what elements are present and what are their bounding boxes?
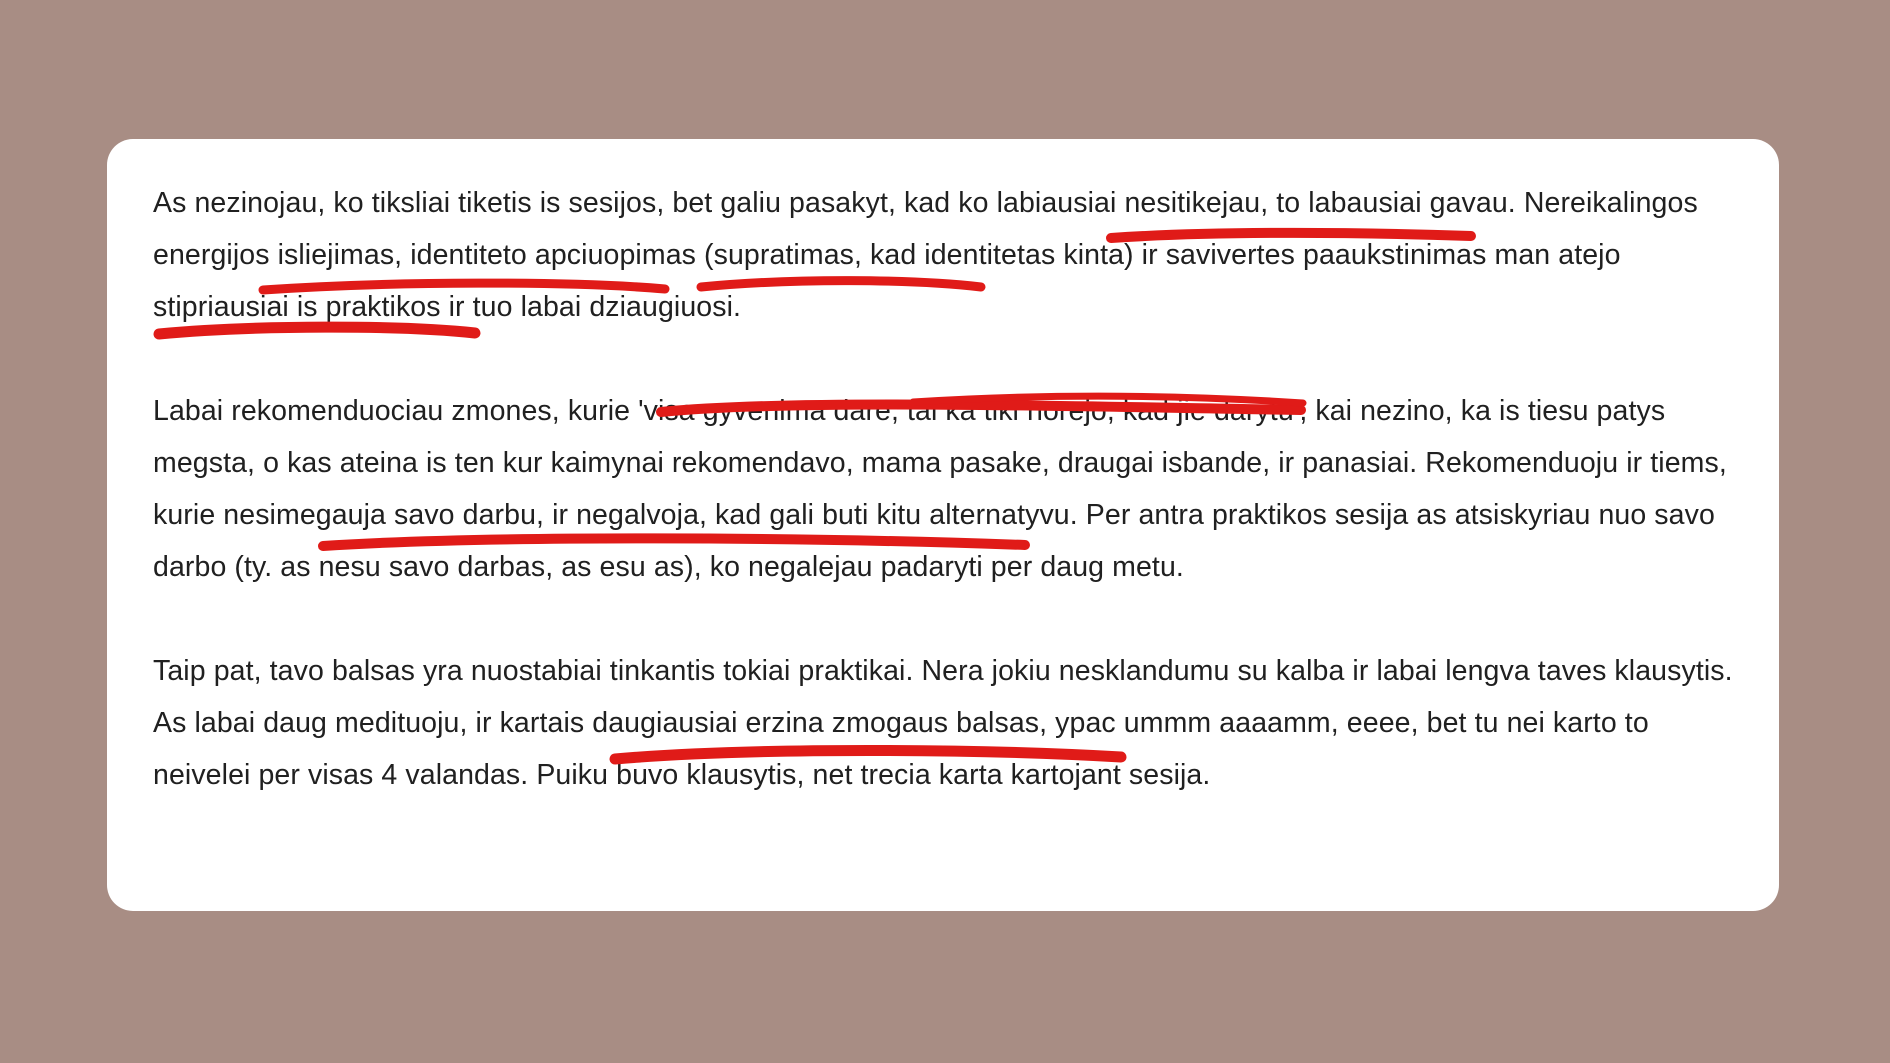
paragraph-1: As nezinojau, ko tiksliai tiketis is sesijos, bet galiu pasakyt, kad ko labiausiai nesitikejau, to labausiai gavau. Nereikalingos energijos isliejimas, identiteto apciuopimas (supratimas, kad identitetas kinta) ir savivertes paaukstinimas man atejo stipriausiai is praktikos ir tuo labai dziaugiuosi.	[153, 187, 1698, 323]
paragraph-3: Taip pat, tavo balsas yra nuostabiai tinkantis tokiai praktikai. Nera jokiu nesklandumu su kalba ir labai lengva taves klausytis. As labai daug medituoju, ir kartais daugiausiai erzina zmogaus balsas, ypac ummm aaaamm, eeee, bet tu nei karto to neivelei per visas 4 valandas. Puiku buvo klausytis, net trecia karta kartojant sesija.	[153, 655, 1733, 791]
paragraph-2: Labai rekomenduociau zmones, kurie 'visa gyvenima dare, tai ka tiki norejo, kad jie darytu', kai nezino, ka is tiesu patys megsta, o kas ateina is ten kur kaimynai rekomendavo, mama pasake, draugai isbande, ir panasiai. Rekomenduoju ir tiems, kurie nesimegauja savo darbu, ir negalvoja, kad gali buti kitu alternatyvu. Per antra praktikos sesija as atsiskyriau nuo savo darbo (ty. as nesu savo darbas, as esu as), ko negalejau padaryti per daug metu.	[153, 395, 1727, 583]
testimonial-card	[107, 139, 1779, 911]
card-content	[153, 177, 1733, 881]
